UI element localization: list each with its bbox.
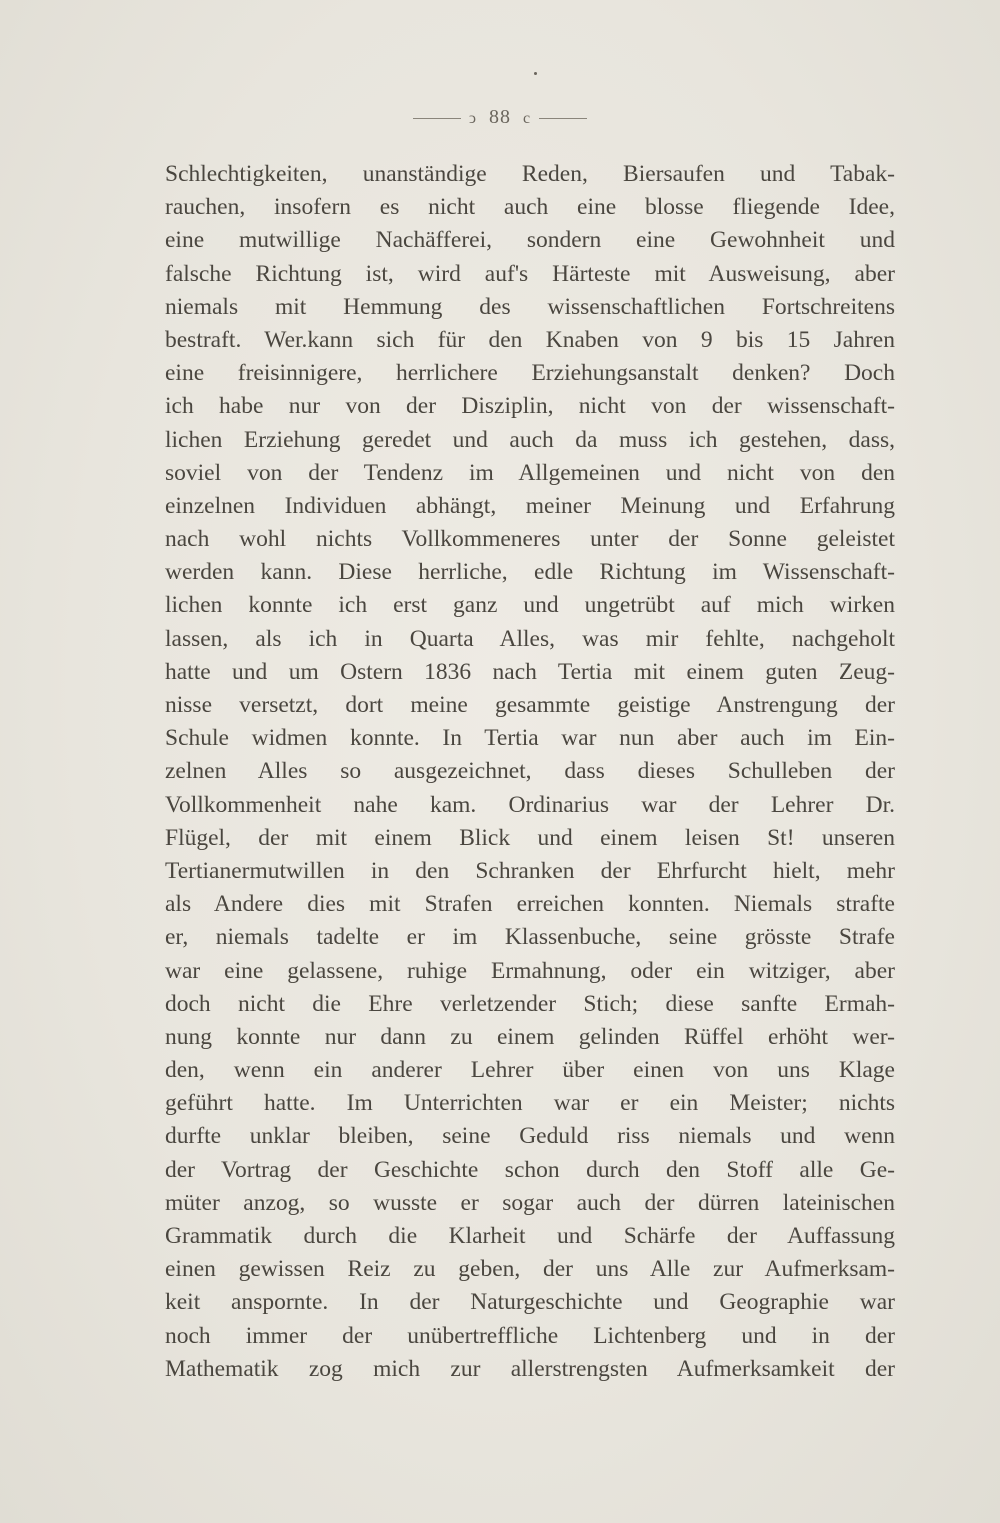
- text-line: einen gewissen Reiz zu geben, der uns Alle zur Aufmerksam-: [165, 1256, 895, 1283]
- text-line: Schule widmen konnte. In Tertia war nun aber auch im Ein-: [165, 725, 895, 752]
- text-line: durfte unklar bleiben, seine Geduld riss niemals und wenn: [165, 1123, 895, 1150]
- text-line: den, wenn ein anderer Lehrer über einen von uns Klage: [165, 1057, 895, 1084]
- text-line: Flügel, der mit einem Blick und einem leisen St! unseren: [165, 824, 895, 851]
- text-line: lassen, als ich in Quarta Alles, was mir fehlte, nachgeholt: [165, 625, 895, 652]
- text-line: er, niemals tadelte er im Klassenbuche, seine grösste Strafe: [165, 924, 895, 951]
- text-line: war eine gelassene, ruhige Ermahnung, oder ein witziger, aber: [165, 957, 895, 984]
- text-line: werden kann. Diese herrliche, edle Richtung im Wissenschaft-: [165, 559, 895, 586]
- text-line: nach wohl nichts Vollkommeneres unter der Sonne geleistet: [165, 526, 895, 553]
- text-line: falsche Richtung ist, wird auf's Härteste mit Ausweisung, aber: [165, 260, 895, 287]
- text-line: Schlechtigkeiten, unanständige Reden, Biersaufen und Tabak-: [165, 161, 895, 187]
- text-line: müter anzog, so wusste er sogar auch der dürren lateinischen: [165, 1189, 895, 1216]
- text-line: der Vortrag der Geschichte schon durch den Stoff alle Ge-: [165, 1156, 895, 1183]
- header-ornament-right: c: [523, 110, 532, 127]
- text-line: niemals mit Hemmung des wissenschaftlichen Fortschreitens: [165, 293, 895, 320]
- text-line: eine mutwillige Nachäfferei, sondern eine Gewohnheit und: [165, 227, 895, 254]
- page-number: 88: [489, 106, 511, 128]
- text-line: lichen Erziehung geredet und auch da muss ich gestehen, dass,: [165, 426, 895, 453]
- text-line: Grammatik durch die Klarheit und Schärfe der Auffassung: [165, 1223, 895, 1249]
- text-line: lichen konnte ich erst ganz und ungetrübt auf mich wirken: [165, 592, 895, 619]
- text-line: Vollkommenheit nahe kam. Ordinarius war der Lehrer Dr.: [165, 791, 895, 818]
- text-line: nung konnte nur dann zu einem gelinden Rüffel erhöht wer-: [165, 1023, 895, 1050]
- text-line: eine freisinnigere, herrlichere Erziehungsanstalt denken? Doch: [165, 360, 895, 387]
- text-line: doch nicht die Ehre verletzender Stich; diese sanfte Ermah-: [165, 990, 895, 1017]
- text-line: als Andere dies mit Strafen erreichen konnten. Niemals strafte: [165, 891, 895, 918]
- page-header: [0, 106, 1000, 129]
- header-ornament-left: ↄ: [468, 110, 477, 127]
- text-line: ich habe nur von der Disziplin, nicht von der wissenschaft-: [165, 393, 895, 420]
- header-rule-left: [413, 118, 461, 119]
- header-rule-right: [539, 118, 587, 119]
- text-line: nisse versetzt, dort meine gesammte geistige Anstrengung der: [165, 692, 895, 718]
- text-line: soviel von der Tendenz im Allgemeinen und nicht von den: [165, 459, 895, 486]
- text-line: geführt hatte. Im Unterrichten war er ein Meister; nichts: [165, 1090, 895, 1117]
- text-line: noch immer der unübertreffliche Lichtenberg und in der: [165, 1322, 895, 1349]
- text-line: keit anspornte. In der Naturgeschichte und Geographie war: [165, 1289, 895, 1316]
- body-text: [165, 158, 895, 1386]
- print-speck: [534, 72, 537, 75]
- text-line: Mathematik zog mich zur allerstrengsten Aufmerksamkeit der: [165, 1355, 895, 1382]
- text-line: bestraft. Wer.kann sich für den Knaben von 9 bis 15 Jahren: [165, 326, 895, 353]
- text-line: einzelnen Individuen abhängt, meiner Meinung und Erfahrung: [165, 492, 895, 519]
- text-line: Tertianermutwillen in den Schranken der Ehrfurcht hielt, mehr: [165, 857, 895, 884]
- text-line: hatte und um Ostern 1836 nach Tertia mit einem guten Zeug-: [165, 658, 895, 685]
- text-line: rauchen, insofern es nicht auch eine blosse fliegende Idee,: [165, 194, 895, 221]
- text-line: zelnen Alles so ausgezeichnet, dass dieses Schulleben der: [165, 758, 895, 785]
